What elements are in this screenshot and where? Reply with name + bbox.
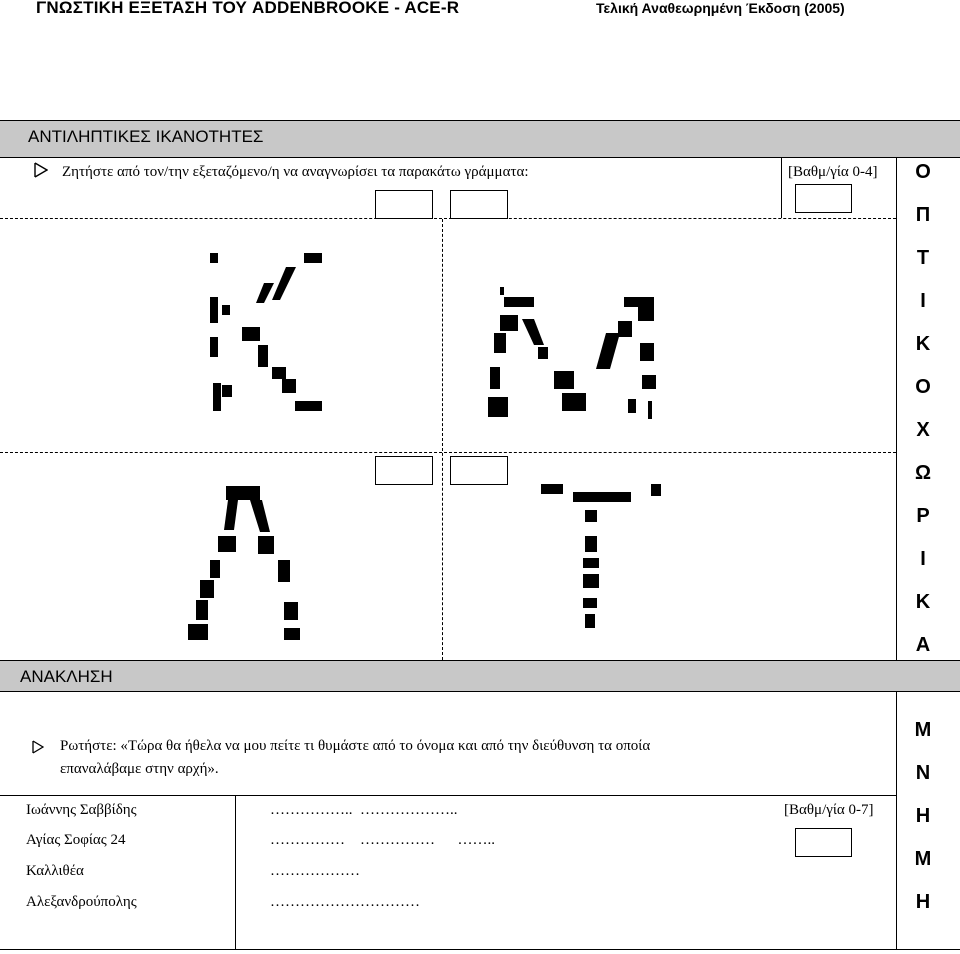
recall-score-box[interactable] [795, 828, 852, 857]
side-letter: Κ [915, 333, 931, 355]
grid-dash-top [0, 218, 896, 219]
fragmented-letter-k [200, 245, 340, 420]
side-letter: Ρ [916, 505, 930, 527]
answer-blank-line[interactable]: ……………… [270, 863, 360, 879]
address-line: Καλλιθέα [26, 863, 84, 879]
side-letter: Μ [914, 848, 932, 870]
perception-instruction: Ζητήστε από τον/την εξεταζόμενο/η να αναγνωρίσει τα παρακάτω γράμματα: [62, 164, 529, 180]
recall-side-divider [896, 692, 897, 949]
grid-dash-middle [0, 452, 896, 453]
perception-side-label [903, 162, 943, 665]
recall-side-label [903, 720, 943, 935]
recall-section-bar [0, 660, 960, 692]
side-letter: Χ [916, 419, 930, 441]
perception-score-divider [781, 158, 782, 218]
side-letter: Τ [916, 247, 930, 269]
side-letter: Ι [920, 548, 926, 570]
recall-section-title: ΑΝΑΚΛΗΣΗ [20, 667, 113, 686]
bullet-arrow-icon [32, 740, 44, 759]
fragmented-letter-a [180, 482, 310, 647]
document-version: Τελική Αναθεωρημένη Έκδοση (2005) [596, 0, 845, 16]
perception-side-divider [896, 158, 897, 660]
answer-blank-line[interactable]: …………….. ……………….. [270, 802, 458, 818]
side-letter: Ω [914, 462, 932, 484]
address-line: Αλεξανδρούπολης [26, 894, 137, 910]
recall-table-top-border [0, 795, 896, 796]
fragmented-letter-t [535, 480, 670, 640]
side-letter: Ι [920, 290, 926, 312]
side-letter: Μ [914, 719, 932, 741]
side-letter: Κ [915, 591, 931, 613]
letter-answer-box-k[interactable] [375, 190, 433, 219]
side-letter: Ο [915, 161, 931, 183]
perception-section-bar [0, 120, 960, 158]
answer-blank-line[interactable]: ………………………… [270, 894, 420, 910]
side-letter: Η [915, 891, 931, 913]
perception-score-box[interactable] [795, 184, 852, 213]
letter-answer-box-a[interactable] [375, 456, 433, 485]
letter-answer-box-m[interactable] [450, 190, 508, 219]
document-title: ΓΝΩΣΤΙΚΗ ΕΞΕΤΑΣΗ ΤΟΥ ADDENBROOKE - ACE-R [36, 0, 460, 17]
address-line: Αγίας Σοφίας 24 [26, 832, 126, 848]
side-letter: Ο [915, 376, 931, 398]
letter-answer-box-t[interactable] [450, 456, 508, 485]
answer-blank-line[interactable]: …………… …………… …….. [270, 832, 495, 848]
side-letter: Π [915, 204, 931, 226]
recall-instruction-line1: Ρωτήστε: «Τώρα θα ήθελα να μου πείτε τι θυμάστε από το όνομα και από την διεύθυνση τα οποία [60, 738, 651, 754]
grid-dash-vertical [442, 219, 443, 660]
address-line: Ιωάννης Σαββίδης [26, 802, 137, 818]
recall-column-divider [235, 795, 236, 949]
perception-score-label: [Βαθμ/γία 0-4] [788, 164, 878, 180]
recall-instruction-line2: επαναλάβαμε στην αρχή». [60, 761, 219, 777]
bullet-arrow-icon [34, 162, 48, 183]
perception-section-title: ΑΝΤΙΛΗΠΤΙΚΕΣ ΙΚΑΝΟΤΗΤΕΣ [28, 127, 264, 146]
side-letter: Ν [915, 762, 931, 784]
side-letter: Η [915, 805, 931, 827]
recall-table-bottom-border [0, 949, 960, 950]
fragmented-letter-m [482, 285, 672, 425]
side-letter: Α [915, 634, 931, 656]
recall-score-label: [Βαθμ/γία 0-7] [784, 802, 874, 818]
